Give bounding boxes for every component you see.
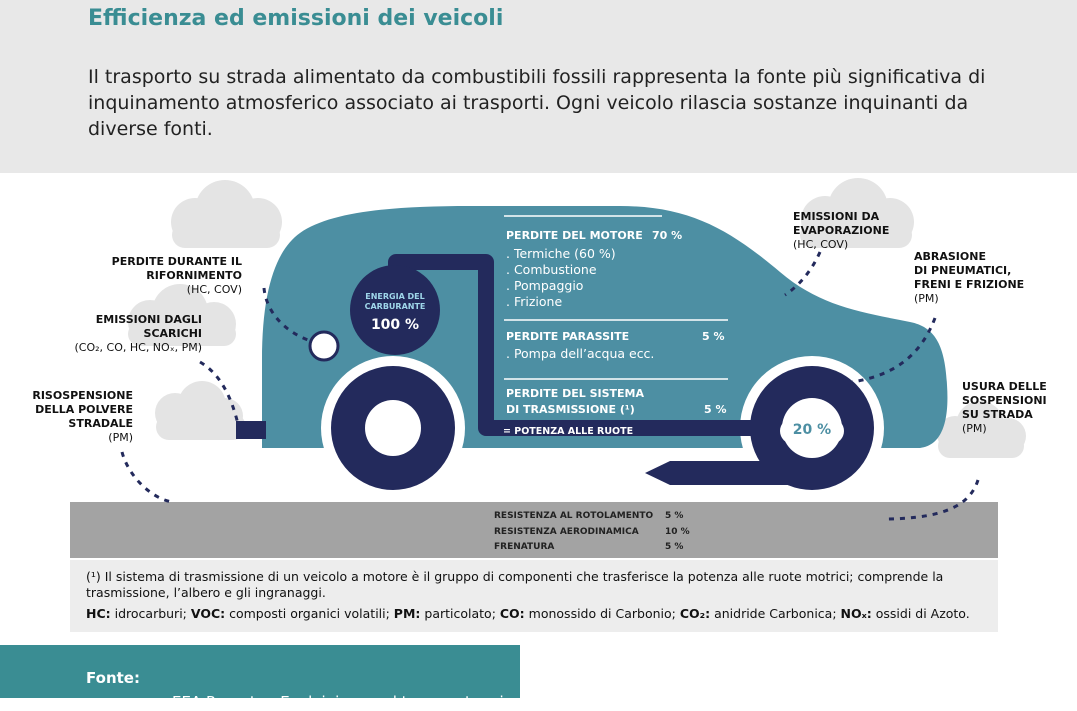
transmission-title-2: DI TRASMISSIONE (¹) — [506, 403, 635, 416]
label-abrasion-title-2: DI PNEUMATICI, — [914, 264, 1012, 277]
label-exhaust-title-2: SCARICHI — [143, 327, 202, 340]
glossary-value: idrocarburi; — [110, 606, 191, 621]
engine-items — [506, 246, 616, 310]
wheel-power-value: 20 % — [792, 422, 832, 438]
transmission-title-1: PERDITE DEL SISTEMA — [506, 387, 645, 400]
notes-box — [70, 560, 998, 632]
glossary-key: NOₓ: — [840, 606, 872, 621]
label-wear-title-2: SOSPENSIONI — [962, 394, 1047, 407]
source-text — [86, 669, 550, 711]
parasitic-pct: 5 % — [702, 330, 725, 343]
road-row-pct: 5 % — [665, 542, 684, 552]
label-evaporation — [793, 210, 913, 252]
cloud-left-bottom — [155, 381, 246, 440]
label-abrasion-title-1: ABRASIONE — [914, 250, 986, 263]
label-abrasion-sub: (PM) — [914, 292, 939, 305]
road-arrow — [645, 461, 812, 485]
label-dust-sub: (PM) — [108, 431, 133, 444]
road-row-label: RESISTENZA AERODINAMICA — [494, 527, 639, 537]
label-dust-title-2: DELLA POLVERE — [35, 403, 133, 416]
label-refuel-sub: (HC, COV) — [186, 283, 242, 296]
glossary-value: anidride Carbonica; — [710, 606, 841, 621]
road-row-pct: 10 % — [665, 527, 690, 537]
source-band — [0, 645, 550, 711]
glossary-key: HC: — [86, 606, 111, 621]
source-label: Fonte: — [86, 669, 140, 687]
label-exhaust-sub: (CO₂, CO, HC, NOₓ, PM) — [74, 341, 202, 354]
energy-label-2: CARBURANTE — [364, 302, 426, 311]
label-suspension-wear — [962, 380, 1074, 436]
transmission-pct: 5 % — [704, 403, 727, 416]
label-wear-sub: (PM) — [962, 422, 987, 435]
intro-text: Il trasporto su strada alimentato da combustibili fossili rappresenta la fonte più significativa di inquinamento atmosferico associato ai trasporti. Ogni veicolo rilascia sostanze inquinanti da diverse fonti. — [88, 66, 986, 140]
label-wear-title-1: USURA DELLE — [962, 380, 1047, 393]
exhaust-pipe — [236, 421, 266, 439]
road-row-label: RESISTENZA AL ROTOLAMENTO — [494, 511, 654, 521]
label-dust-title-3: STRADALE — [68, 417, 133, 430]
rear-wheel — [321, 356, 465, 500]
label-exhaust-title-1: EMISSIONI DAGLI — [95, 313, 202, 326]
label-refuel-title: PERDITE DURANTE IL RIFORNIMENTO — [111, 255, 242, 282]
parasitic-title: PERDITE PARASSITE — [506, 330, 630, 343]
label-evap-sub: (HC, COV) — [793, 238, 849, 251]
label-wear-title-3: SU STRADA — [962, 408, 1033, 421]
label-abrasion-title-3: FRENI E FRIZIONE — [914, 278, 1025, 291]
energy-value: 100 % — [370, 317, 420, 333]
engine-item: . Pompaggio — [506, 278, 584, 293]
cloud-left-top — [171, 180, 282, 248]
engine-item: . Frizione — [506, 294, 563, 309]
engine-pct: 70 % — [652, 229, 683, 242]
energy-label-1: ENERGIA DEL — [365, 292, 425, 301]
glossary-value: composti organici volatili; — [225, 606, 394, 621]
glossary — [86, 606, 986, 622]
glossary-key: CO₂: — [679, 606, 711, 621]
glossary-key: PM: — [393, 606, 421, 621]
label-dust-title-1: RISOSPENSIONE — [32, 389, 133, 402]
engine-item: . Termiche (60 %) — [506, 246, 616, 261]
glossary-value: monossido di Carbonio; — [524, 606, 680, 621]
glossary-value: particolato; — [420, 606, 500, 621]
label-abrasion — [914, 250, 1064, 306]
road-row-pct: 5 % — [665, 511, 684, 521]
leader-dust — [122, 452, 172, 502]
label-evap-title-2: EVAPORAZIONE — [793, 224, 890, 237]
glossary-value: ossidi di Azoto. — [871, 606, 970, 621]
transmission-title — [506, 386, 644, 418]
source-value: EEA Report — Explaining road transport emissions — [172, 693, 550, 711]
fuel-cap — [310, 332, 338, 360]
glossary-key: VOC: — [190, 606, 226, 621]
label-refuel — [20, 255, 242, 297]
label-dust — [10, 389, 133, 445]
footnote: (¹) Il sistema di trasmissione di un veicolo a motore è il gruppo di componenti che trasferisce la potenza alle ruote motrici; comprende la trasmissione, l’albero e gli ingranaggi. — [86, 569, 944, 600]
label-evap-title-1: EMISSIONI DA — [793, 210, 880, 223]
glossary-key: CO: — [499, 606, 525, 621]
page-title: Efficienza ed emissioni dei veicoli — [88, 6, 504, 31]
road-row-label: FRENATURA — [494, 542, 555, 552]
label-exhaust — [40, 313, 202, 355]
wheel-power-label: = POTENZA ALLE RUOTE — [503, 426, 634, 437]
engine-item: . Combustione — [506, 262, 597, 277]
engine-title: PERDITE DEL MOTORE — [506, 229, 643, 242]
energy-label — [350, 292, 440, 312]
parasitic-item: . Pompa dell’acqua ecc. — [506, 346, 655, 361]
